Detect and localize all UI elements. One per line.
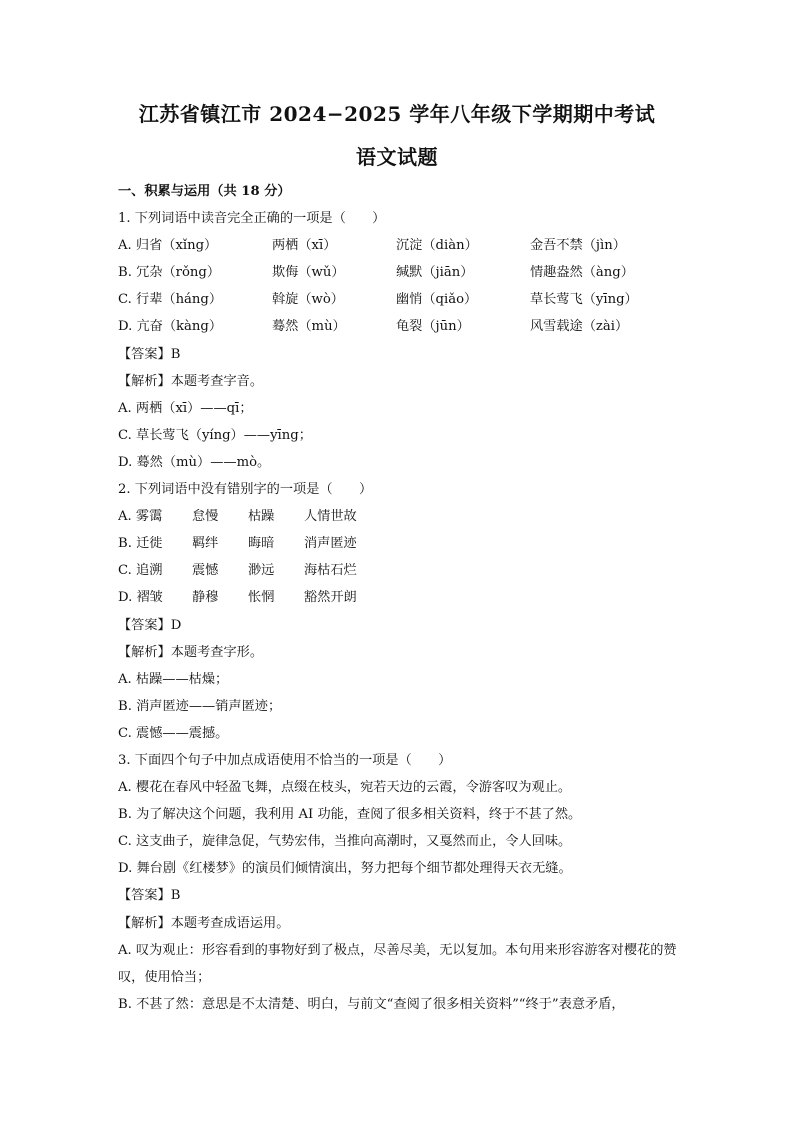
question-2-answer: 【答案】D (118, 617, 182, 633)
option-word: 消声匿迹 (304, 536, 357, 552)
option-word: 欺侮（wǔ） (272, 265, 345, 281)
question-2-analysis-line: C. 震憾——震撼。 (118, 725, 229, 741)
question-3-option-b: B. 为了解决这个问题，我利用 AI 功能，查阅了很多相关资料，终于不甚了然。 (118, 807, 582, 823)
question-1-option-a (118, 232, 684, 259)
question-3-analysis-line: A. 叹为观止：形容看到的事物好到了极点，尽善尽美，无以复加。本句用来形容游客对樱花的赞叹，使用恰当； (118, 942, 677, 985)
question-1-analysis-line: A. 两栖（xī）——qī； (118, 400, 253, 416)
option-word: 人情世故 (304, 509, 357, 525)
option-word: 静穆 (192, 590, 219, 606)
question-1-option-d (118, 313, 684, 340)
option-word: 怠慢 (192, 509, 219, 525)
question-3-answer: 【答案】B (118, 888, 181, 904)
question-2-analysis: 【解析】本题考查字形。 (118, 644, 264, 660)
question-2-analysis-line: A. 枯躁——枯燥； (118, 671, 229, 687)
question-3-analysis: 【解析】本题考查成语运用。 (118, 915, 290, 931)
question-3-option-d: D. 舞台剧《红楼梦》的演员们倾情演出，努力把每个细节都处理得天衣无缝。 (118, 861, 572, 877)
document-title: 江苏省镇江市 2024−2025 学年八年级下学期期中考试 (138, 102, 656, 126)
question-3-option-a: A. 樱花在春风中轻盈飞舞，点缀在枝头，宛若天边的云霞，令游客叹为观止。 (118, 780, 572, 796)
option-word: 枯躁 (248, 509, 275, 525)
option-word: C. 追溯 (118, 563, 163, 579)
option-word: 豁然开朗 (304, 590, 357, 606)
question-1-stem: 1. 下列词语中读音完全正确的一项是（ ） (118, 211, 386, 227)
question-1-analysis-line: C. 草长莺飞（yíng）——yīng； (118, 427, 312, 443)
document-subtitle: 语文试题 (356, 145, 438, 169)
question-1-option-b (118, 259, 684, 286)
option-word: D. 褶皱 (118, 590, 163, 606)
question-2-option-a (118, 503, 684, 530)
question-3-analysis-line: B. 不甚了然：意思是不太清楚、明白，与前文“查阅了很多相关资料”“终于”表意矛盾， (118, 996, 625, 1012)
question-2-stem: 2. 下列词语中没有错别字的一项是（ ） (118, 482, 373, 498)
question-1-analysis-line: D. 蓦然（mù）——mò。 (118, 454, 271, 470)
question-2-option-c (118, 557, 684, 584)
option-word: 缄默（jiān） (396, 265, 474, 281)
option-word: D. 亢奋（kàng） (118, 319, 223, 335)
option-word: 金吾不禁（jìn） (530, 238, 626, 254)
question-1-answer: 【答案】B (118, 346, 181, 362)
option-word: 海枯石烂 (304, 563, 357, 579)
option-word: 草长莺飞（yīng） (530, 292, 638, 308)
option-word: 两栖（xī） (272, 238, 337, 254)
section-heading: 一、积累与运用（共 18 分） (118, 184, 291, 199)
option-word: 斡旋（wò） (272, 292, 344, 308)
question-2-analysis-line: B. 消声匿迹——销声匿迹； (118, 698, 282, 714)
option-word: 龟裂（jūn） (396, 319, 470, 335)
option-word: 情趣盎然（àng） (530, 265, 634, 281)
option-word: 渺远 (248, 563, 275, 579)
option-word: 蓦然（mù） (272, 319, 346, 335)
question-3-option-c: C. 这支曲子，旋律急促，气势宏伟，当推向高潮时，又戛然而止，令人回味。 (118, 834, 572, 850)
option-word: 风雪载途（zài） (530, 319, 629, 335)
option-word: C. 行辈（háng） (118, 292, 223, 308)
option-word: 幽悄（qiǎo） (396, 292, 478, 308)
option-word: 晦暗 (248, 536, 275, 552)
option-word: A. 雾霭 (118, 509, 163, 525)
question-2-option-d (118, 584, 684, 611)
option-word: B. 冗杂（rǒng） (118, 265, 221, 281)
document-body (118, 178, 684, 1018)
question-3-stem: 3. 下面四个句子中加点成语使用不恰当的一项是（ ） (118, 752, 452, 768)
question-2-option-b (118, 530, 684, 557)
option-word: 怅惘 (248, 590, 275, 606)
option-word: 沉淀（diàn） (396, 238, 478, 254)
option-word: 震憾 (192, 563, 219, 579)
question-1-analysis: 【解析】本题考查字音。 (118, 373, 264, 389)
option-word: A. 归省（xǐng） (118, 238, 218, 254)
option-word: 羁绊 (192, 536, 219, 552)
question-1-option-c (118, 286, 684, 313)
option-word: B. 迁徙 (118, 536, 163, 552)
